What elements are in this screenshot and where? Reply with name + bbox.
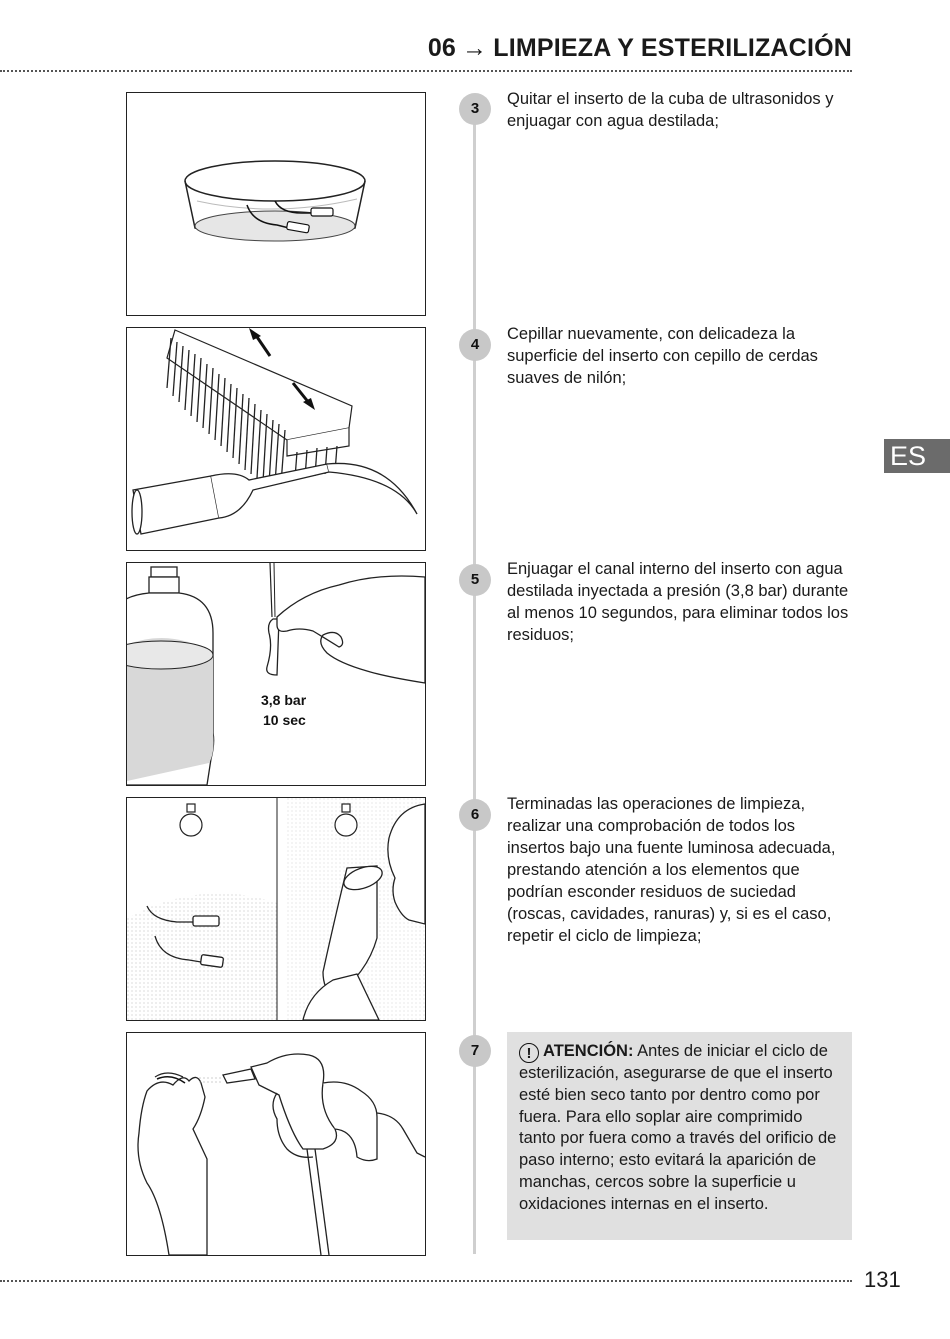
- pressure-label: 3,8 bar: [261, 692, 307, 708]
- language-tab: ES: [884, 439, 950, 473]
- step-text-6: Terminadas las operaciones de limpieza, realizar una comprobación de todos los insertos bajo una fuente luminosa adecuada, prestando atención a los elementos que podrían esconder residuos de suciedad (roscas, cavidades, ranuras) y, si es el caso, repetir el ciclo de limpieza;: [507, 795, 836, 945]
- step-text-5: Enjuagar el canal interno del inserto con agua destilada inyectada a presión (3,8 bar) durante al menos 10 segundos, para eliminar todos los residuos;: [507, 560, 849, 644]
- chapter-number: 06: [427, 34, 457, 62]
- warning-label: ATENCIÓN:: [543, 1042, 634, 1060]
- figure-light-inspection: [126, 797, 426, 1021]
- warning-text: Antes de iniciar el ciclo de esterilización, asegurarse de que el inserto esté bien seco tanto por dentro como por fuera. Para ello soplar aire comprimido tanto por fuera como a través del orificio de paso interno; esto evitará la aparición de manchas, cercos sobre la superficie u oxidaciones internas en el inserto.: [519, 1042, 837, 1213]
- warning-icon: !: [519, 1043, 539, 1063]
- step-timeline: [473, 96, 476, 1254]
- header-divider: [0, 70, 852, 72]
- step-number-3: 3: [459, 93, 491, 125]
- figure-pressure-rinse: [126, 562, 426, 786]
- chapter-title: LIMPIEZA Y ESTERILIZACIÓN: [493, 34, 852, 62]
- dotted-arrow-icon: →: [462, 34, 488, 62]
- figure-ultrasonic-bath: [126, 92, 426, 316]
- page-number: 131: [864, 1267, 901, 1292]
- page-title: [428, 34, 852, 63]
- footer-divider: [0, 1280, 852, 1282]
- duration-label: 10 sec: [263, 712, 306, 728]
- step-number-4: 4: [459, 329, 491, 361]
- step-number-6: 6: [459, 799, 491, 831]
- figure-brushing: [126, 327, 426, 551]
- step-number-5: 5: [459, 564, 491, 596]
- figure-air-drying: [126, 1032, 426, 1256]
- warning-box: [507, 1032, 852, 1240]
- step-text-4: Cepillar nuevamente, con delicadeza la superficie del inserto con cepillo de cerdas suaves de nilón;: [507, 325, 818, 387]
- step-text-3: Quitar el inserto de la cuba de ultrasonidos y enjuagar con agua destilada;: [507, 90, 834, 130]
- step-number-7: 7: [459, 1035, 491, 1067]
